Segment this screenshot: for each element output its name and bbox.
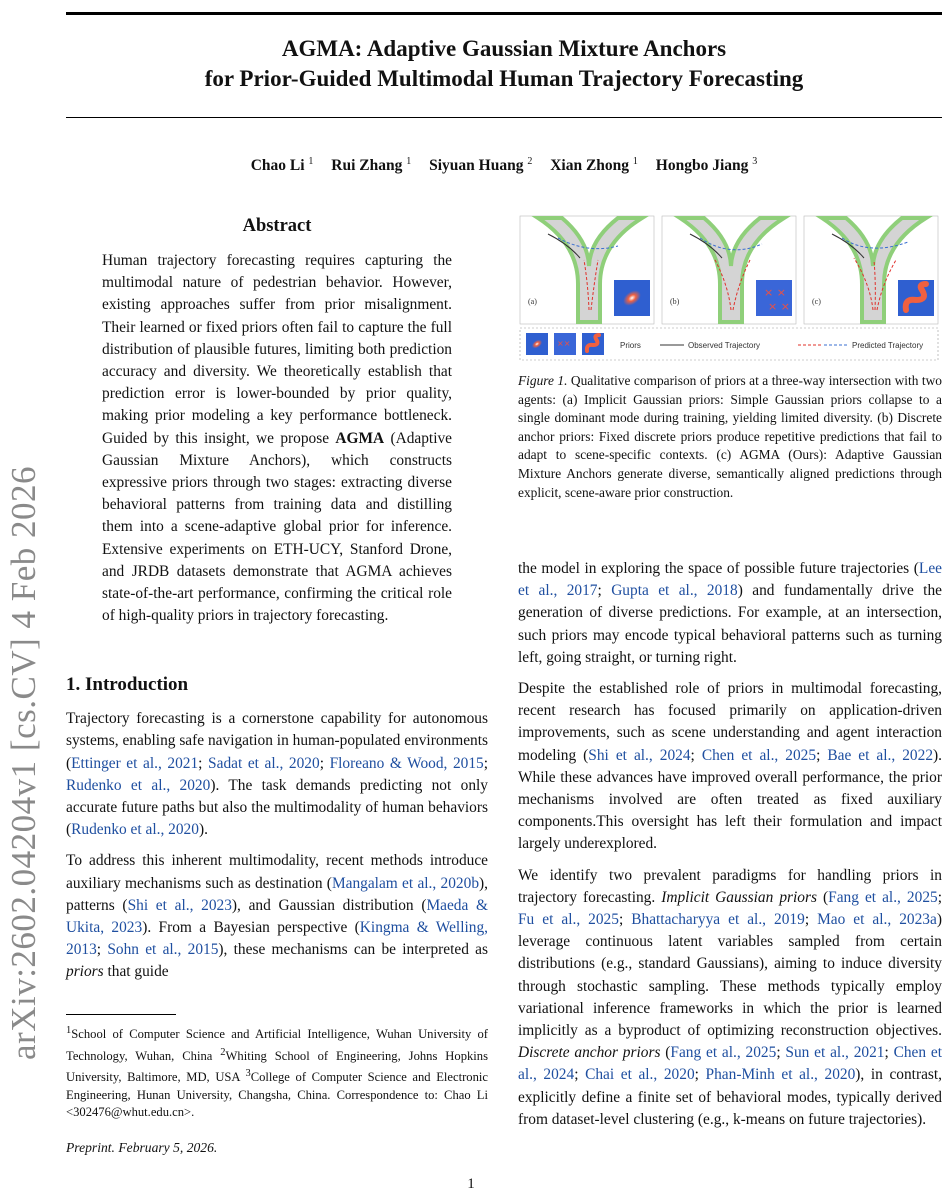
citation-link[interactable]: Bae et al., 2022 (827, 746, 934, 764)
left-column (66, 674, 488, 993)
figure-legend (520, 328, 938, 360)
citation-link[interactable]: Shi et al., 2024 (588, 746, 691, 764)
right-paragraph-2: Despite the established role of priors in multimodal forecasting, recent research has focused primarily on application-driven improvements, such as scene understanding and agent interaction modeling (Shi et al., 2024; Chen et al., 2025; Bae et al., 2022). While these advances have improved overall performance, the prior mechanisms involved are often treated as fixed auxiliary components.This oversight has left their formulation and impact largely underexplored. (518, 680, 942, 853)
abstract-heading: Abstract (242, 216, 312, 236)
author: Chao Li $^1$ (250, 156, 314, 175)
citation-link[interactable]: Kingma & Welling, 2013 (66, 919, 488, 959)
citation-link[interactable]: Maeda & Ukita, 2023 (66, 896, 489, 937)
citation-link[interactable]: Chen et al., 2025 (701, 746, 817, 764)
citation-link[interactable]: Bhattacharyya et al., 2019 (631, 911, 805, 929)
citation-link[interactable]: Sohn et al., 2015 (107, 941, 219, 959)
citation-link[interactable]: Ettinger et al., 2021 (71, 754, 199, 772)
citation-link[interactable]: Mao et al., 2023a (817, 911, 937, 929)
citation-link[interactable]: Fang et al., 2025 (670, 1044, 777, 1062)
author: Siyuan Huang $^2$ (429, 156, 533, 175)
paper-title-line-1: AGMA: Adaptive Gaussian Mixture Anchors (281, 36, 727, 61)
panel-label: (b) (670, 297, 680, 306)
footnote-rule (66, 1014, 176, 1015)
intro-paragraph-2: To address this inherent multimodality, recent methods introduce auxiliary mechanisms such as destination (Mangalam et al., 2020b), patterns (Shi et al., 2023), and Gaussian distribution (Maeda & Ukita, 2023). From a Bayesian perspective (Kingma & Welling, 2013; Sohn et al., 2015), these mechanisms can be interpreted as priors that guide (66, 852, 489, 981)
author: Hongbo Jiang $^3$ (655, 156, 758, 175)
author-list (66, 156, 942, 175)
citation-link[interactable]: Chen et al., 2024 (518, 1044, 942, 1084)
right-paragraph-3: We identify two prevalent paradigms for handling priors in trajectory forecasting. Implicit Gaussian priors (Fang et al., 2025; Fu et al., 2025; Bhattacharyya et al., 2019; Mao et al., 2023a) leverage continuous latent variables sampled from certain distributions (e.g., standard Gaussians), aiming to induce diversity through stochastic sampling. These methods typically employ variational inference frameworks in which the prior is learned implicitly as a byproduct of optimizing reconstruction objectives. Discrete anchor priors (Fang et al., 2025; Sun et al., 2021; Chen et al., 2024; Chai et al., 2020; Phan-Minh et al., 2020), in contrast, explicitly define a finite set of behavioral modes, typically derived from dataset-level clustering (e.g., k-means on future trajectories). (518, 866, 942, 1128)
citation-link[interactable]: Sun et al., 2021 (785, 1044, 885, 1062)
title-bottom-rule (66, 117, 942, 118)
citation-link[interactable]: Mangalam et al., 2020b (331, 874, 480, 892)
page-number: 1 (467, 1176, 475, 1192)
panel-b (662, 216, 796, 324)
citation-link[interactable]: Lee et al., 2017 (518, 560, 942, 600)
citation-link[interactable]: Fu et al., 2025 (518, 911, 619, 929)
svg-text:××: ×× (557, 339, 571, 348)
section-heading-introduction: 1. Introduction (66, 674, 189, 695)
figure-1-caption: Figure 1. Qualitative comparison of priors at a three-way intersection with two agents: (a) Implicit Gaussian priors: Simple Gaussian priors collapse to a single dominant mode during training, yielding limited diversity. (b) Discrete anchor priors: Fixed discrete priors produce repetitive predictions that fail to adapt to scene-specific contexts. (c) AGMA (Ours): Adaptive Gaussian Mixture Anchors generate diverse, semantically aligned predictions through explicit, scene-aware prior construction. (518, 373, 942, 500)
citation-link[interactable]: Rudenko et al., 2020 (71, 821, 199, 839)
right-column (518, 558, 942, 1140)
svg-text:× ×: × × (764, 286, 786, 299)
preprint-date: Preprint. February 5, 2026. (66, 1140, 218, 1155)
intro-paragraph-1: Trajectory forecasting is a cornerstone capability for autonomous systems, enabling safe navigation in human-populated environments (Ettinger et al., 2021; Sadat et al., 2020; Floreano & Wood, 2015; Rudenko et al., 2020). The task demands predicting not only accurate future paths but also the multimodality of human behaviors (Rudenko et al., 2020). (66, 710, 489, 839)
author: Xian Zhong $^1$ (550, 156, 638, 175)
legend-observed: Observed Trajectory (688, 341, 761, 350)
title-top-rule (66, 12, 942, 15)
citation-link[interactable]: Gupta et al., 2018 (611, 582, 738, 600)
paper-title-line-2: for Prior-Guided Multimodal Human Trajectory Forecasting (204, 66, 804, 91)
citation-link[interactable]: Rudenko et al., 2020 (66, 776, 211, 794)
right-paragraph-1: the model in exploring the space of possible future trajectories (Lee et al., 2017; Gupta et al., 2018) and fundamentally drive the generation of diverse predictions. For example, at an intersection, such priors may encode typical behavioral patterns such as turning left, going straight, or turning right. (518, 560, 942, 666)
panel-a (520, 216, 654, 324)
legend-predicted: Predicted Trajectory (852, 341, 924, 350)
citation-link[interactable]: Fang et al., 2025 (828, 888, 938, 906)
citation-link[interactable]: Shi et al., 2023 (127, 896, 232, 914)
panel-c (804, 216, 938, 324)
author: Rui Zhang $^1$ (331, 156, 412, 175)
citation-link[interactable]: Phan-Minh et al., 2020 (705, 1066, 856, 1084)
svg-text:× ×: × × (768, 300, 790, 313)
abstract-body: Human trajectory forecasting requires capturing the multimodal nature of pedestrian behavior. However, existing approaches suffer from prior misalignment. Their learned or fixed priors often fail to capture the full distribution of plausible futures, limiting both prediction accuracy and diversity. We theoretically establish that prediction error is lower-bounded by prior quality, making prior modeling a key performance bottleneck. Guided by this insight, we propose AGMA (Adaptive Gaussian Mixture Anchors), which constructs expressive priors through two stages: extracting diverse behavioral patterns from training data and distilling them into a scene-adaptive global prior for inference. Extensive experiments on ETH-UCY, Stanford Drone, and JRDB datasets demonstrate that AGMA achieves state-of-the-art performance, confirming the critical role of high-quality priors in trajectory forecasting. (102, 252, 453, 625)
legend-priors: Priors (620, 341, 641, 350)
citation-link[interactable]: Floreano & Wood, 2015 (329, 754, 484, 772)
panel-label: (c) (812, 297, 821, 306)
citation-link[interactable]: Sadat et al., 2020 (208, 754, 320, 772)
affiliation-footnote: $^1$School of Computer Science and Artificial Intelligence, Wuhan University of Technology, Wuhan, China $^2$Whiting School of Engineering, Johns Hopkins University, Baltimore, MD, USA $^3$College of Computer Science and Electronic Engineering, Hunan University, Changsha, China. Correspondence to: Chao Li <302476@whut.edu.cn>. (66, 1025, 488, 1120)
figure-1-illustration (518, 214, 942, 364)
arxiv-sidebar-identifier: arXiv:2602.04204v1 [cs.CV] 4 Feb 2026 (4, 465, 43, 1060)
panel-label: (a) (528, 297, 537, 306)
citation-link[interactable]: Chai et al., 2020 (585, 1066, 695, 1084)
